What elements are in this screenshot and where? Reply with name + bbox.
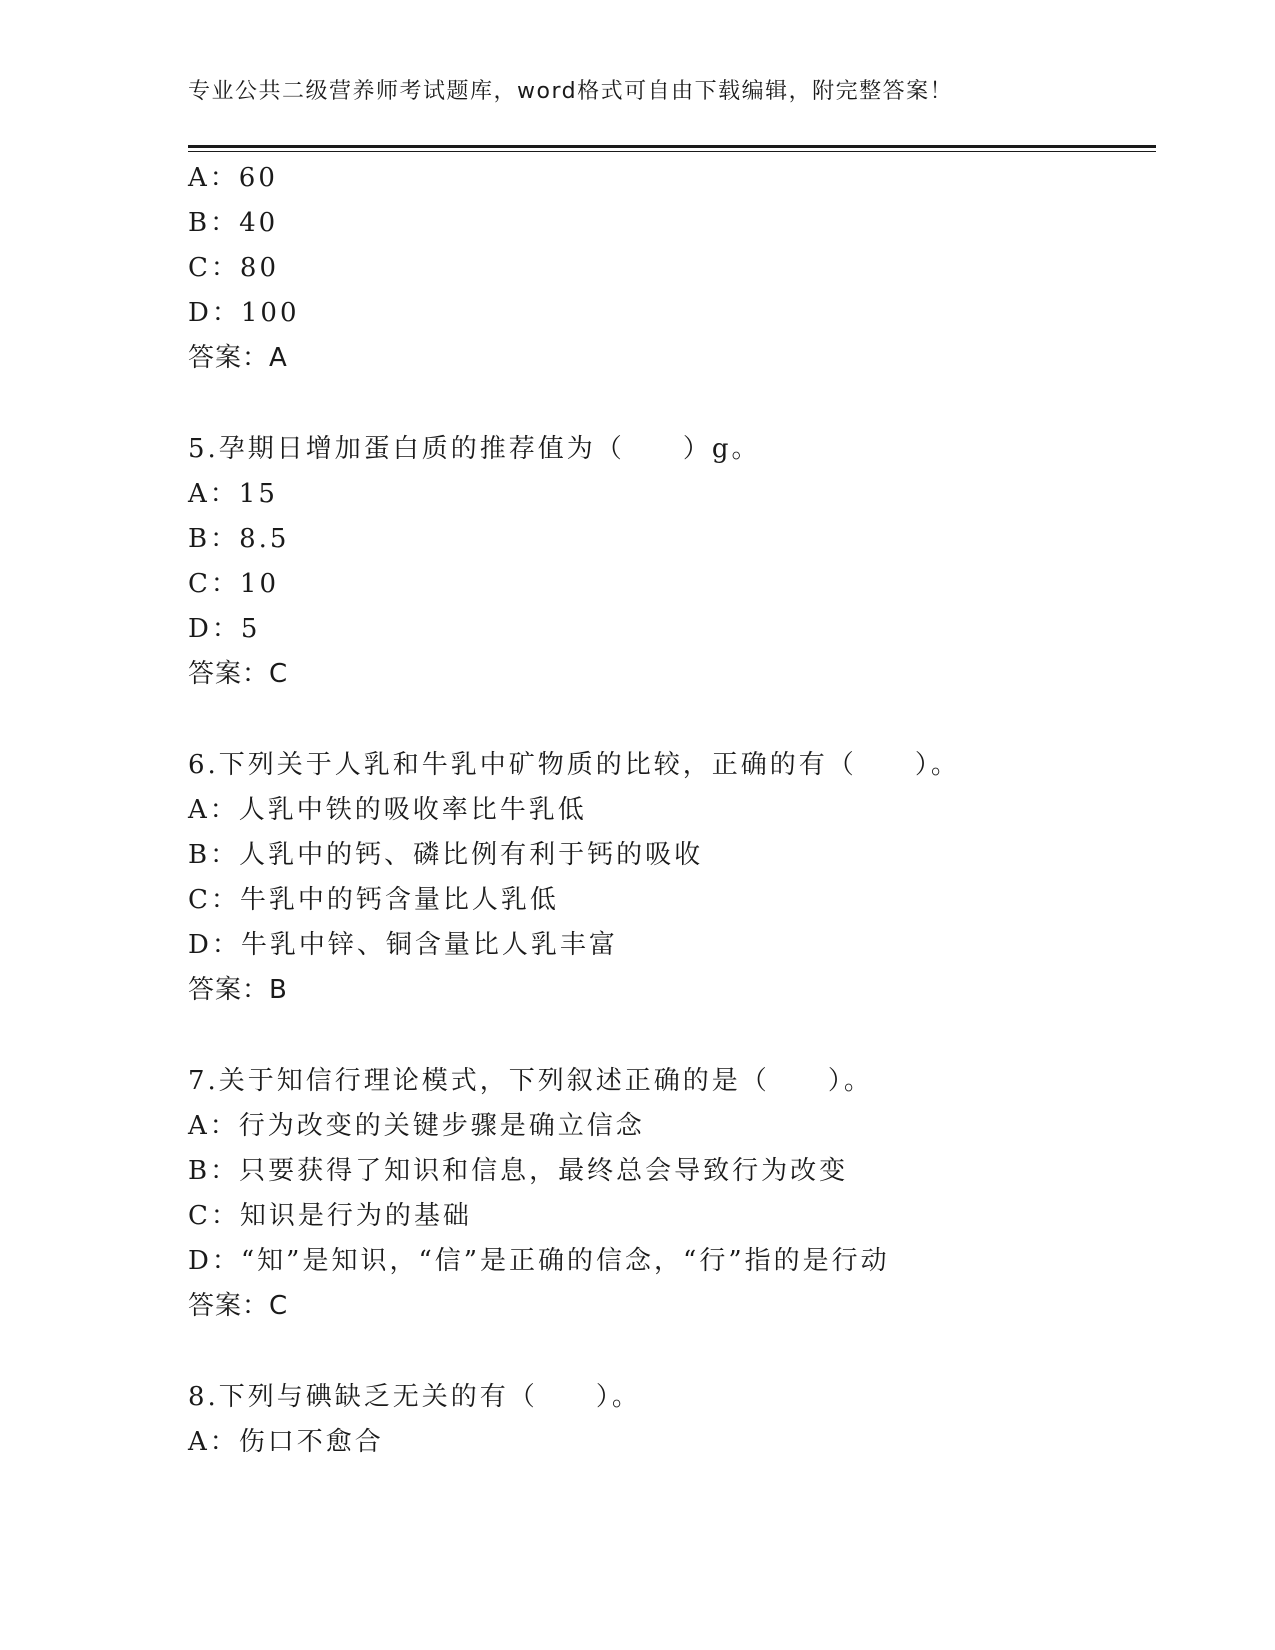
- option-b: B：人乳中的钙、磷比例有利于钙的吸收: [188, 840, 704, 870]
- option-a: A：60: [188, 163, 278, 193]
- option-d: D：“知”是知识，“信”是正确的信念，“行”指的是行动: [188, 1246, 890, 1276]
- option-c: C：10: [188, 569, 279, 599]
- option-c: C：80: [188, 253, 279, 283]
- question-stem: 6.下列关于人乳和牛乳中矿物质的比较，正确的有（ ）。: [188, 750, 960, 780]
- option-b: B：只要获得了知识和信息，最终总会导致行为改变: [188, 1156, 849, 1186]
- question-stem: 5.孕期日增加蛋白质的推荐值为（ ）g。: [188, 434, 761, 464]
- answer: 答案：B: [188, 975, 288, 1005]
- header-rule-thin: [188, 151, 1156, 152]
- option-b: B：40: [188, 208, 279, 238]
- answer: 答案：C: [188, 1291, 289, 1321]
- option-a: A：行为改变的关键步骤是确立信念: [188, 1111, 645, 1141]
- option-c: C：牛乳中的钙含量比人乳低: [188, 885, 559, 915]
- option-d: D：牛乳中锌、铜含量比人乳丰富: [188, 930, 618, 960]
- option-a: A：伤口不愈合: [188, 1427, 384, 1457]
- page-header: 专业公共二级营养师考试题库，word格式可自由下载编辑，附完整答案！: [188, 79, 954, 104]
- answer: 答案：A: [188, 343, 288, 373]
- question-stem: 8.下列与碘缺乏无关的有（ ）。: [188, 1382, 641, 1412]
- option-b: B：8.5: [188, 524, 290, 554]
- answer: 答案：C: [188, 659, 289, 689]
- question-stem: 7.关于知信行理论模式，下列叙述正确的是（ ）。: [188, 1066, 873, 1096]
- header-rule-thick: [188, 145, 1156, 148]
- option-a: A：15: [188, 479, 278, 509]
- option-d: D：100: [188, 298, 300, 328]
- option-c: C：知识是行为的基础: [188, 1201, 472, 1231]
- option-d: D：5: [188, 614, 261, 644]
- option-a: A：人乳中铁的吸收率比牛乳低: [188, 795, 587, 825]
